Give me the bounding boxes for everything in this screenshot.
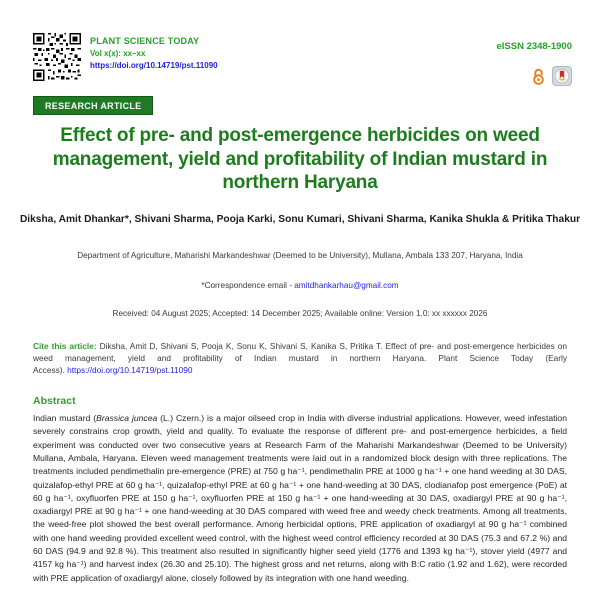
- header-icons: [531, 66, 572, 86]
- journal-header-right: [496, 33, 572, 86]
- qr-code-icon: [33, 33, 81, 81]
- abstract-heading: Abstract: [33, 395, 76, 408]
- abstract-paragraph: [33, 412, 567, 585]
- correspondence-email-link[interactable]: amitdhankarhau@gmail.com: [294, 280, 399, 290]
- article-type-badge: RESEARCH ARTICLE: [33, 96, 153, 115]
- dates-line: Received: 04 August 2025; Accepted: 14 December 2025; Available online: Version 1.0: xx xxxxxx 2026: [112, 308, 488, 318]
- authors-line: Diksha, Amit Dhankar*, Shivani Sharma, Pooja Karki, Sonu Kumari, Shivani Sharma, Kanika Shukla & Pritika Thakur: [19, 213, 581, 225]
- article-title: Effect of pre- and post-emergence herbicides on weed management, yield and profitability of Indian mustard in northern Haryana: [52, 125, 548, 193]
- eissn: eISSN 2348-1900: [496, 41, 572, 52]
- correspondence-label: *Correspondence email -: [201, 280, 295, 290]
- citation-text: Diksha, Amit D, Shivani S, Pooja K, Sonu K, Shivani S, Kanika S, Pritika T. Effect of pre- and post-emergence herbicides on weed management, yield and profitability of Indian mustard in northern Haryana. Plant Science Today (Early Access).: [33, 340, 567, 375]
- journal-meta: [90, 33, 218, 81]
- journal-header: [0, 0, 600, 86]
- open-access-icon: [531, 67, 546, 86]
- correspondence-line: [0, 281, 600, 290]
- species-name-italic: Brassica juncea: [96, 413, 158, 424]
- citation-block: [33, 340, 567, 377]
- journal-name: PLANT SCIENCE TODAY: [90, 36, 200, 46]
- abstract-text-start: Indian mustard (: [33, 413, 97, 424]
- abstract-text-rest: (L.) Czern.) is a major oilseed crop in India with diverse industrial applications. However, weed infestation severely constrains crop growth, yield and quality. To evaluate the response of different pre- and post-emergence herbicides, a field experiment was conducted over two consecutive years at Research Farm of the Maharishi Markandeshwar (Deemed to be University) Mullana, Ambala, Haryana. Eleven weed management treatments were laid out in a randomized block design with three replications. The treatments included pendimethalin pre-emergence (PRE) at 750 g ha⁻¹, pendimethalin PRE at 1000 g ha⁻¹ + one hand weeding at 30 DAS, quizalafop-ethyl PRE at 60 g ha⁻¹, quizalafop-ethyl PRE at 60 g ha⁻¹ + one hand-weeding at 30 DAS, clodianafop post emergence (PoE) at 60 g ha⁻¹, oxyfluorfen PRE at 150 g ha⁻¹, oxyfluorfen PRE at 150 g ha⁻¹ + one hand-weeding at 30 DAS, oxadiargyl PRE at 90 g ha⁻¹, oxadiargyl PRE at 90 g ha⁻¹ + one hand-weeding at 30 DAS compared with weed free and weedy check treatments. Among all treatments, the weed-free plot showed the best overall performance. Among herbicidal options, PRE application of oxadiargyl at 90 g ha⁻¹ combined with one hand weeding provided excellent weed control, with the highest weed control efficiency recorded at 30 DAS (75.3 and 67.2 %) and 60 DAS (94.9 and 92.8 %). This treatment also resulted in significantly higher seed yield (1776 and 1393 kg ha⁻¹), stover yield (4977 and 4157 kg ha⁻¹) and harvest index (26.30 and 25.10). The highest gross and net returns, along with B:C ratio (1.92 and 1.62), were recorded with PRE application of oxadiargyl alone, closely followed by its integration with one hand weeding.: [33, 413, 567, 583]
- header-doi-link[interactable]: https://doi.org/10.14719/pst.11090: [90, 61, 218, 70]
- volume-issue: Vol x(x): xx–xx: [90, 49, 146, 58]
- journal-header-left: [33, 33, 218, 81]
- citation-doi-link[interactable]: https://doi.org/10.14719/pst.11090: [67, 364, 193, 375]
- affiliation-line: Department of Agriculture, Maharishi Markandeshwar (Deemed to be University), Mullana, Ambala 133 207, Haryana, India: [77, 250, 523, 260]
- cite-label: Cite this article:: [33, 340, 100, 351]
- crossmark-check-for-updates-icon[interactable]: [552, 66, 572, 86]
